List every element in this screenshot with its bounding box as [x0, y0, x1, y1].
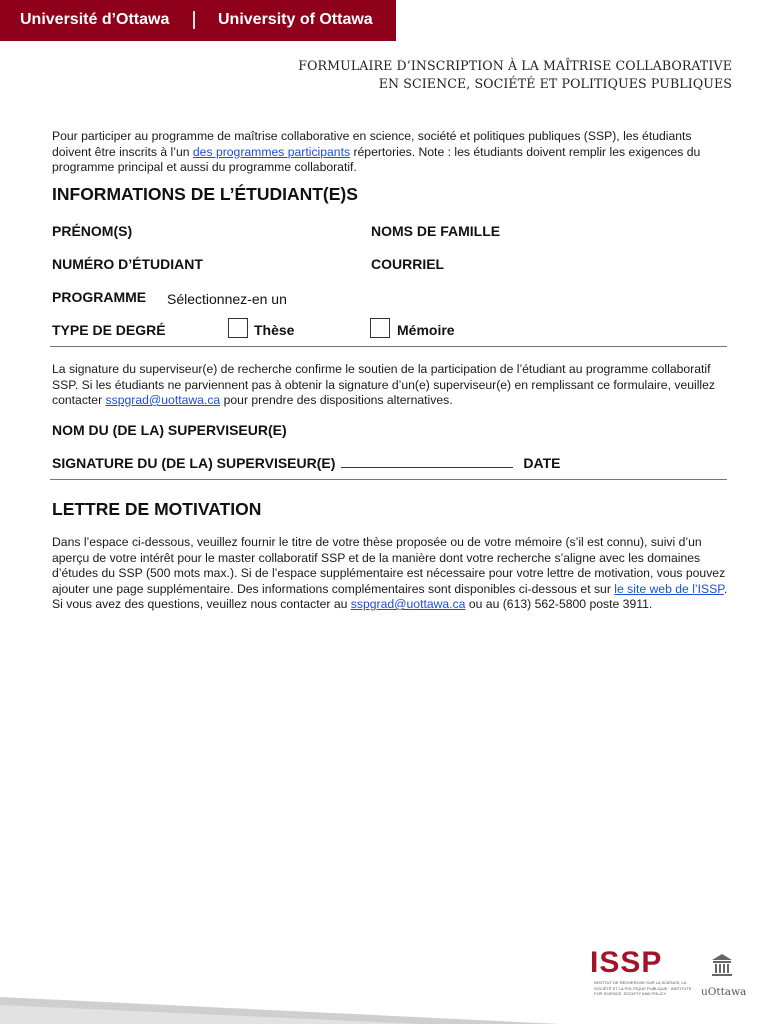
letter-text-before: Dans l’espace ci-dessous, veuillez fournir le titre de votre thèse proposée ou de votre mémoire (s’il est connu), suivi d’un aperçu de votre intérêt pour le master collaboratif SSP et de la manière dont votre recherche s’aligne avec les domaines d’études du SSP (500 mots max.). Si de l’espace supplémentaire est nécessaire pour votre lettre de motivation, vous pouvez ajouter une page supplémentaire. Des informations complémentaires sont disponibles ci-dessous et sur [52, 535, 726, 596]
banner-separator [193, 11, 195, 29]
form-title-line-1: FORMULAIRE D’INSCRIPTION À LA MAÎTRISE COLLABORATIVE [298, 58, 732, 73]
student-info-heading: INFORMATIONS DE L’ÉTUDIANT(E)S [52, 184, 358, 204]
date-label: DATE [523, 455, 561, 471]
supervisor-name-label: NOM DU (DE LA) SUPERVISEUR(E) [52, 422, 287, 438]
university-name-fr: Université d’Ottawa [20, 11, 170, 28]
participating-programs-link[interactable]: des programmes participants [192, 144, 351, 159]
university-building-icon [711, 953, 733, 977]
sspgrad-email-link[interactable]: sspgrad@uottawa.ca [105, 393, 221, 407]
motivation-paragraph [52, 535, 732, 613]
supervisor-text-after: pour prendre des dispositions alternatives. [220, 393, 453, 407]
supervisor-paragraph [52, 362, 732, 409]
program-select[interactable]: Sélectionnez-en un [167, 291, 287, 307]
letter-text-mid: . Si vous avez des questions, veuillez nous contacter au [52, 581, 728, 611]
signature-line[interactable] [341, 455, 513, 468]
supervisor-signature-label: SIGNATURE DU (DE LA) SUPERVISEUR(E) [52, 455, 336, 471]
section-divider [50, 479, 727, 480]
memoir-checkbox[interactable] [370, 318, 390, 338]
thesis-label: Thèse [254, 322, 295, 338]
intro-text-before: Pour participer au programme de maîtrise collaborative en science, société et politiques publiques (SSP), les étudiants doivent être inscrits à l’un [52, 129, 692, 159]
letter-text-after: ou au (613) 562-5800 poste 3911. [465, 597, 653, 611]
university-name-en: University of Ottawa [218, 11, 373, 28]
issp-wordmark: ISSP [590, 946, 663, 979]
supervisor-text-before: La signature du superviseur(e) de recherche confirme le soutien de la participation de l’étudiant au programme collaboratif SSP. Si les étudiants ne parviennent pas à obtenir la signature d’un(e) superviseur(e) en remplissant ce formulaire, veuillez contacter [52, 362, 715, 407]
email-label: COURRIEL [371, 256, 445, 272]
uottawa-logo [701, 953, 747, 998]
issp-website-link[interactable]: le site web de l’ISSP [614, 581, 724, 596]
intro-text-after: répertories. Note : les étudiants doivent remplir les exigences du programme principal et aussi du programme collaboratif. [52, 144, 701, 174]
first-name-label: PRÉNOM(S) [52, 223, 133, 239]
form-title [298, 57, 732, 93]
contact-email-link[interactable]: sspgrad@uottawa.ca [350, 597, 466, 611]
footer-swoosh [0, 997, 770, 1024]
university-banner [0, 0, 396, 41]
issp-logo [590, 946, 692, 996]
memoir-label: Mémoire [397, 322, 455, 338]
issp-tagline: INSTITUT DE RECHERCHE SUR LA SCIENCE, LA SOCIÉTÉ ET LA POLITIQUE PUBLIQUE · INSTITUTE FOR SCIENCE, SOCIETY AND POLICY [594, 980, 692, 996]
student-number-label: NUMÉRO D’ÉTUDIANT [52, 256, 203, 272]
program-label: PROGRAMME [52, 289, 147, 305]
form-title-line-2: EN SCIENCE, SOCIÉTÉ ET POLITIQUES PUBLIQUES [378, 76, 732, 91]
thesis-checkbox[interactable] [228, 318, 248, 338]
motivation-letter-heading: LETTRE DE MOTIVATION [52, 499, 262, 519]
uottawa-wordmark: uOttawa [701, 986, 747, 998]
signature-row [52, 455, 560, 471]
section-divider [50, 346, 727, 347]
degree-type-label: TYPE DE DEGRÉ [52, 322, 166, 338]
last-name-label: NOMS DE FAMILLE [371, 223, 501, 239]
intro-paragraph [52, 129, 732, 176]
